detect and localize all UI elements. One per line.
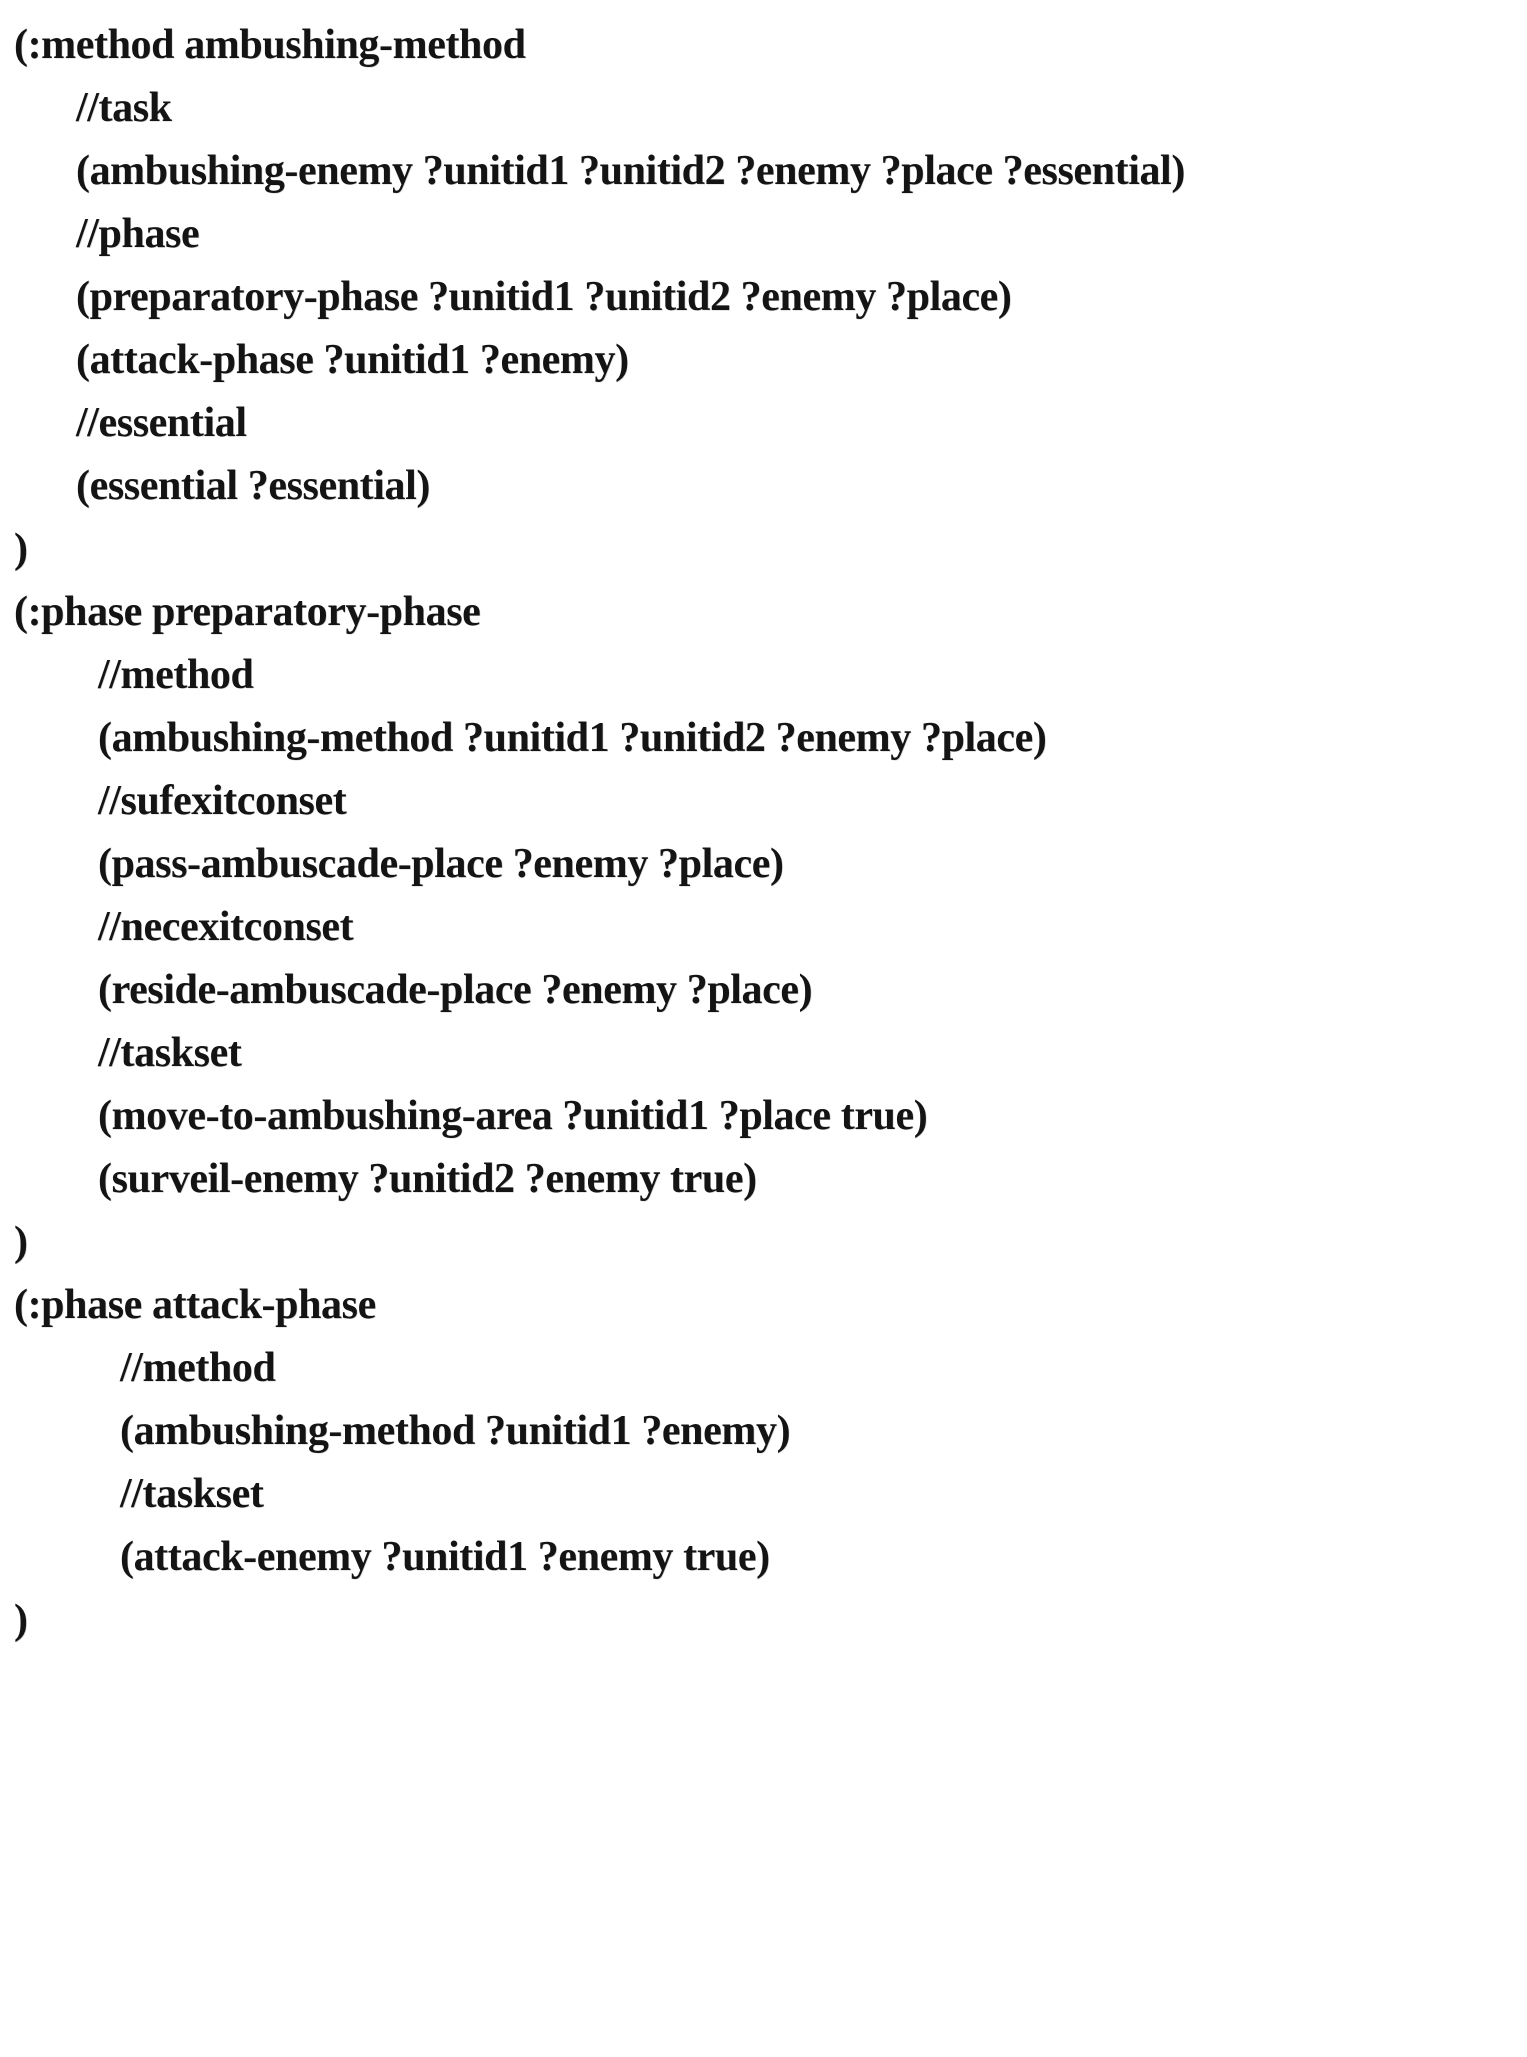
code-line: (attack-enemy ?unitid1 ?enemy true) (120, 1534, 770, 1580)
code-line: (:method ambushing-method (14, 22, 526, 68)
code-line: (pass-ambuscade-place ?enemy ?place) (98, 841, 784, 887)
code-line: (reside-ambuscade-place ?enemy ?place) (98, 967, 813, 1013)
code-line: (essential ?essential) (76, 463, 430, 509)
code-line: ) (14, 526, 28, 572)
code-line: (ambushing-method ?unitid1 ?enemy) (120, 1408, 791, 1454)
code-line: //method (98, 652, 254, 698)
code-line: (preparatory-phase ?unitid1 ?unitid2 ?enemy ?place) (76, 274, 1012, 320)
code-line: (attack-phase ?unitid1 ?enemy) (76, 337, 629, 383)
code-line: //taskset (120, 1471, 264, 1517)
code-line: //task (76, 85, 172, 131)
code-line: (move-to-ambushing-area ?unitid1 ?place true) (98, 1093, 928, 1139)
code-line: (surveil-enemy ?unitid2 ?enemy true) (98, 1156, 757, 1202)
code-line: (ambushing-enemy ?unitid1 ?unitid2 ?enemy ?place ?essential) (76, 148, 1185, 194)
code-line: //sufexitconset (98, 778, 347, 824)
code-line: //necexitconset (98, 904, 354, 950)
code-line: ) (14, 1597, 28, 1643)
code-line: (:phase attack-phase (14, 1282, 376, 1328)
code-line: //phase (76, 211, 200, 257)
code-line: (:phase preparatory-phase (14, 589, 481, 635)
code-line: //taskset (98, 1030, 242, 1076)
code-line: //method (120, 1345, 276, 1391)
code-line: (ambushing-method ?unitid1 ?unitid2 ?enemy ?place) (98, 715, 1047, 761)
code-line: ) (14, 1219, 28, 1265)
code-line: //essential (76, 400, 247, 446)
